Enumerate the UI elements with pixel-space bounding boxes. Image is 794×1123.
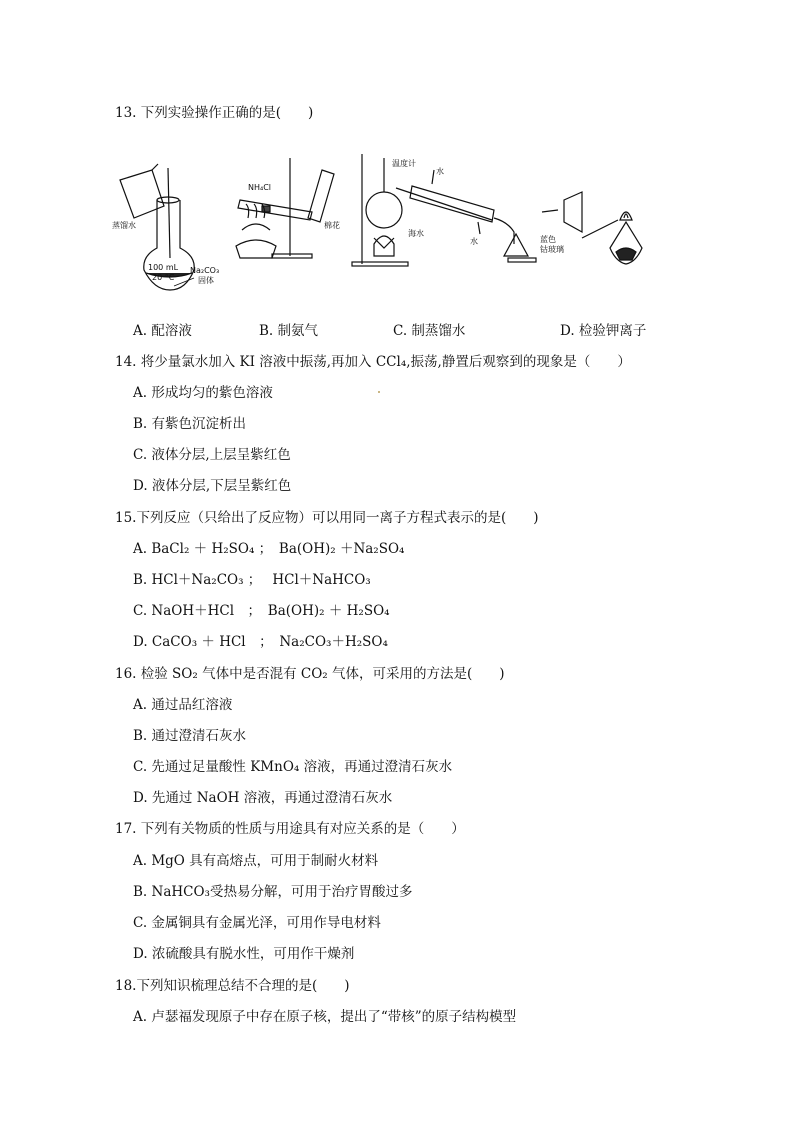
q18-option-a: A. 卢瑟福发现原子中存在原子核，提出了“带核”的原子结构模型 <box>133 1009 517 1025</box>
svg-text:水: 水 <box>436 167 444 176</box>
question-14-stem: 14. 将少量氯水加入 KI 溶液中振荡,再加入 CCl₄,振荡,静置后观察到的现象是（ ） <box>115 354 631 370</box>
q14-option-b: B. 有紫色沉淀析出 <box>133 416 247 432</box>
q14-option-a: A. 形成均匀的紫色溶液 <box>133 385 273 401</box>
q15-option-a: A. BaCl₂ ＋ H₂SO₄ ； Ba(OH)₂ ＋Na₂SO₄ <box>133 541 405 557</box>
svg-text:钴玻璃: 钴玻璃 <box>540 245 564 254</box>
caption-c: C. 制蒸馏水 <box>393 323 466 339</box>
question-17-stem: 17. 下列有关物质的性质与用途具有对应关系的是（ ） <box>115 821 465 837</box>
q15-option-d: D. CaCO₃ ＋ HCl ； Na₂CO₃＋H₂SO₄ <box>133 634 388 650</box>
svg-text:海水: 海水 <box>408 229 424 238</box>
question-16-stem: 16. 检验 SO₂ 气体中是否混有 CO₂ 气体，可采用的方法是( ) <box>115 666 505 682</box>
question-15-stem: 15.下列反应（只给出了反应物）可以用同一离子方程式表示的是( ) <box>115 510 539 526</box>
q17-option-d: D. 浓硫酸具有脱水性，可用作干燥剂 <box>133 946 355 962</box>
svg-text:蒸馏水: 蒸馏水 <box>112 221 136 230</box>
svg-text:20 °C: 20 °C <box>152 273 175 282</box>
q16-option-c: C. 先通过足量酸性 KMnO₄ 溶液，再通过澄清石灰水 <box>133 759 453 775</box>
q16-option-a: A. 通过品红溶液 <box>133 697 233 713</box>
svg-text:蓝色: 蓝色 <box>540 235 556 244</box>
svg-text:固体: 固体 <box>198 276 214 285</box>
question-18-stem: 18.下列知识梳理总结不合理的是( ) <box>115 978 350 994</box>
svg-text:棉花: 棉花 <box>324 221 340 230</box>
distillation-diagram <box>352 154 536 266</box>
caption-b: B. 制氨气 <box>259 323 319 339</box>
q17-option-c: C. 金属铜具有金属光泽，可用作导电材料 <box>133 915 381 931</box>
q15-option-c: C. NaOH＋HCl ； Ba(OH)₂ ＋ H₂SO₄ <box>133 603 390 619</box>
svg-text:NH₄Cl: NH₄Cl <box>248 183 272 192</box>
caption-a: A. 配溶液 <box>133 323 192 339</box>
q16-option-b: B. 通过澄清石灰水 <box>133 728 247 744</box>
q17-option-a: A. MgO 具有高熔点，可用于制耐火材料 <box>133 853 379 869</box>
caption-d: D. 检验钾离子 <box>560 323 647 339</box>
q17-option-b: B. NaHCO₃受热易分解，可用于治疗胃酸过多 <box>133 884 413 900</box>
q14-option-c: C. 液体分层,上层呈紫红色 <box>133 447 291 463</box>
ammonia-prep-diagram <box>236 158 334 258</box>
svg-text:Na₂CO₃: Na₂CO₃ <box>190 266 220 275</box>
svg-text:100 mL: 100 mL <box>148 263 179 272</box>
svg-text:水: 水 <box>470 237 478 246</box>
apparatus-figure <box>112 148 672 298</box>
svg-text:温度计: 温度计 <box>392 159 416 168</box>
q15-option-b: B. HCl＋Na₂CO₃ ； HCl＋NaHCO₃ <box>133 572 371 588</box>
q16-option-d: D. 先通过 NaOH 溶液，再通过澄清石灰水 <box>133 790 393 806</box>
q14-option-d: D. 液体分层,下层呈紫红色 <box>133 478 292 494</box>
question-13-stem: 13. 下列实验操作正确的是( ) <box>115 105 314 121</box>
stray-dot <box>378 391 380 393</box>
